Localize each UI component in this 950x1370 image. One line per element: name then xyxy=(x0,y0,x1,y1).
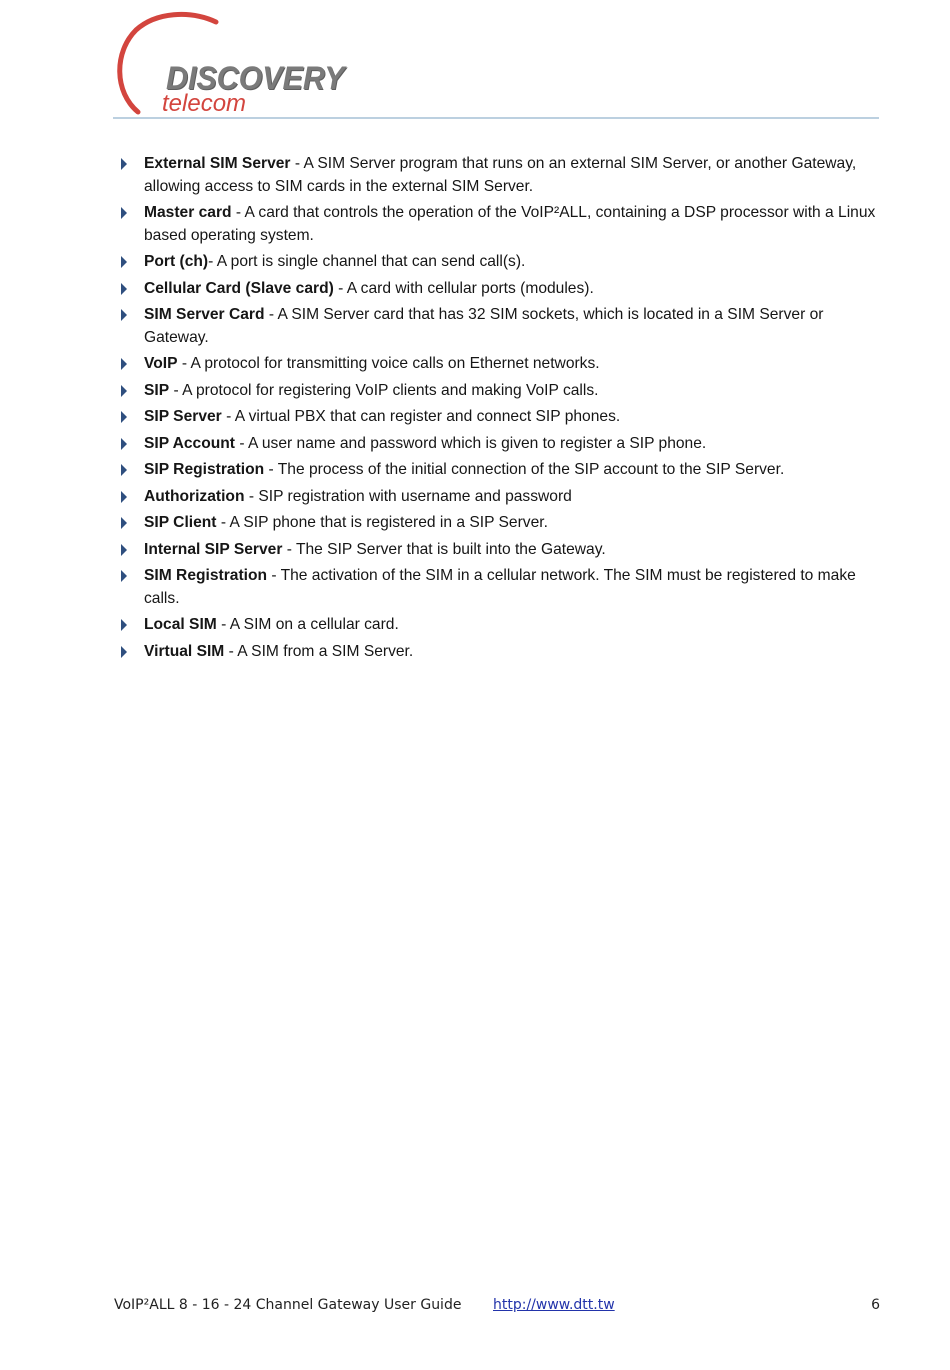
definition-text: - A SIP phone that is registered in a SIP Server. xyxy=(216,514,548,531)
definition-term: VoIP xyxy=(144,355,178,372)
definition-item xyxy=(118,353,884,376)
definition-text: - A port is single channel that can send call(s). xyxy=(208,253,526,270)
definition-text: - A protocol for registering VoIP clients and making VoIP calls. xyxy=(169,381,599,399)
definition-term: SIM Registration xyxy=(144,567,268,584)
definition-term: Cellular Card (Slave card) xyxy=(144,279,334,297)
definition-text: - SIP registration with username and password xyxy=(244,487,572,505)
triangle-bullet-icon xyxy=(121,158,127,170)
definition-text: - A user name and password which is given to register a SIP phone. xyxy=(234,434,707,452)
logo-sub-text: telecom xyxy=(162,90,247,117)
definition-item xyxy=(118,304,884,349)
definitions-list xyxy=(118,153,884,667)
definition-term: SIP Client xyxy=(144,514,217,531)
definition-term: SIP Account xyxy=(144,434,235,452)
definition-text: - A virtual PBX that can register and connect SIP phones. xyxy=(221,408,621,425)
definition-term: Virtual SIM xyxy=(144,642,225,660)
definition-item xyxy=(118,539,884,562)
triangle-bullet-icon xyxy=(121,544,127,556)
triangle-bullet-icon xyxy=(121,309,127,321)
page-footer xyxy=(114,1295,880,1315)
definition-text: - A card that controls the operation of the VoIP²ALL, containing a DSP processor with a Linux based operating system. xyxy=(144,204,876,244)
definition-term: Authorization xyxy=(144,487,245,505)
definition-item xyxy=(118,406,884,429)
definition-term: Master card xyxy=(144,204,232,221)
footer-guide-title: VoIP²ALL 8 - 16 - 24 Channel Gateway User Guide xyxy=(114,1297,462,1313)
definition-item xyxy=(118,153,884,198)
definition-item xyxy=(118,459,884,482)
definition-term: Port (ch) xyxy=(144,253,209,270)
header-divider xyxy=(113,117,879,119)
definition-item xyxy=(118,565,884,610)
definition-term: SIM Server Card xyxy=(144,306,265,323)
definition-text: - The process of the initial connection of the SIP account to the SIP Server. xyxy=(264,461,785,478)
page-number: 6 xyxy=(871,1297,880,1313)
triangle-bullet-icon xyxy=(121,256,127,268)
triangle-bullet-icon xyxy=(121,619,127,631)
definition-term: External SIM Server xyxy=(144,155,291,172)
triangle-bullet-icon xyxy=(121,517,127,529)
definition-text: - The activation of the SIM in a cellular network. The SIM must be registered to make calls. xyxy=(144,567,856,607)
triangle-bullet-icon xyxy=(121,385,127,397)
definition-item xyxy=(118,486,884,509)
definition-text: - A SIM on a cellular card. xyxy=(216,616,399,633)
footer-url-link[interactable]: http://www.dtt.tw xyxy=(493,1297,615,1313)
triangle-bullet-icon xyxy=(121,358,127,370)
triangle-bullet-icon xyxy=(121,438,127,450)
definition-item xyxy=(118,380,884,403)
definition-text: - The SIP Server that is built into the Gateway. xyxy=(282,540,606,558)
definition-term: Internal SIP Server xyxy=(144,540,283,558)
triangle-bullet-icon xyxy=(121,491,127,503)
triangle-bullet-icon xyxy=(121,207,127,219)
definition-item xyxy=(118,433,884,456)
definition-item xyxy=(118,512,884,535)
definition-term: Local SIM xyxy=(144,616,217,633)
definition-text: - A card with cellular ports (modules). xyxy=(333,279,594,297)
definition-text: - A protocol for transmitting voice calls on Ethernet networks. xyxy=(177,355,600,372)
definition-item xyxy=(118,614,884,637)
triangle-bullet-icon xyxy=(121,411,127,423)
definition-term: SIP xyxy=(144,381,170,399)
definition-term: SIP Server xyxy=(144,408,222,425)
definition-item xyxy=(118,202,884,247)
triangle-bullet-icon xyxy=(121,283,127,295)
definition-term: SIP Registration xyxy=(144,461,265,478)
triangle-bullet-icon xyxy=(121,646,127,658)
discovery-telecom-logo xyxy=(112,8,372,120)
definition-text: - A SIM Server program that runs on an external SIM Server, or another Gateway, allowing access to SIM cards in the external SIM Server. xyxy=(144,155,857,195)
definition-text: - A SIM from a SIM Server. xyxy=(224,642,414,660)
definition-item xyxy=(118,251,884,274)
definition-item xyxy=(118,278,884,301)
triangle-bullet-icon xyxy=(121,570,127,582)
definition-item xyxy=(118,641,884,664)
triangle-bullet-icon xyxy=(121,464,127,476)
logo-brand-text: DISCOVERY xyxy=(166,60,345,96)
definition-text: - A SIM Server card that has 32 SIM sockets, which is located in a SIM Server or Gateway. xyxy=(144,306,824,346)
